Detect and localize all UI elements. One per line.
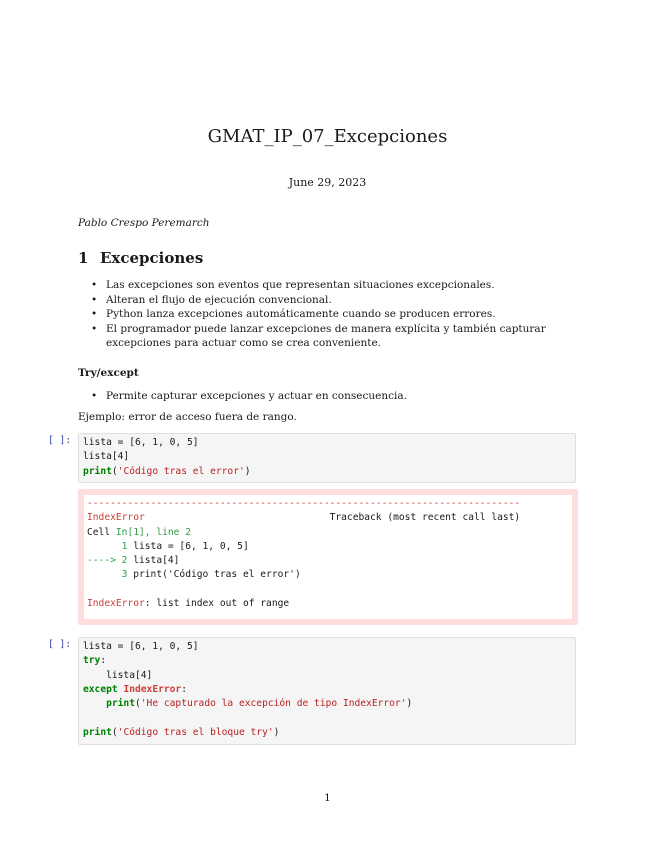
code-token	[87, 541, 122, 552]
code-token: )	[406, 698, 413, 710]
code-line	[83, 684, 187, 695]
list-item: • El programador puede lanzar excepciones de manera explícita y también capturar excepciones para actuar como se crea conveniente.	[78, 322, 588, 351]
code-token: 'He capturado la excepción de tipo IndexError'	[140, 698, 407, 710]
traceback-text	[84, 495, 572, 613]
code-line	[87, 598, 289, 609]
code-block[interactable]	[79, 434, 575, 481]
code-token: In[1], line 2	[115, 526, 191, 538]
code-block[interactable]	[79, 638, 575, 742]
code-token: 'Código tras el error'	[117, 465, 245, 477]
list-item: • Alteran el flujo de ejecución convencional.	[78, 293, 588, 308]
code-token: IndexError	[87, 512, 145, 524]
code-token: 1	[121, 540, 128, 552]
code-token: (	[111, 726, 118, 738]
code-line	[83, 466, 251, 477]
code-token: lista[4]	[83, 669, 153, 681]
code-line	[83, 698, 412, 709]
code-line	[87, 569, 301, 580]
code-token: )	[273, 726, 280, 738]
code-token: lista = [6, 1, 0, 5]	[127, 540, 249, 552]
error-output	[78, 489, 578, 625]
code-token: lista = [6, 1, 0, 5]	[83, 641, 199, 652]
code-line	[83, 437, 199, 448]
cell-prompt: [ ]:	[48, 639, 72, 650]
document-date: June 29, 2023	[288, 176, 367, 189]
section-heading	[78, 249, 203, 267]
code-line	[83, 641, 199, 652]
code-token: ---------------------------------------------------------------------------	[87, 498, 521, 509]
code-token: Cell	[87, 526, 116, 538]
code-token: lista = [6, 1, 0, 5]	[83, 437, 199, 448]
document-title: GMAT_IP_07_Excepciones	[207, 126, 448, 147]
error-output-inner	[84, 495, 572, 619]
list-item: • Permite capturar excepciones y actuar en consecuencia.	[78, 389, 588, 404]
section-number: 1	[78, 249, 89, 267]
code-token	[83, 698, 106, 709]
code-line	[87, 555, 179, 566]
code-line	[83, 670, 152, 681]
code-token: print	[83, 726, 112, 738]
section-title: Excepciones	[100, 249, 204, 267]
list-item: • Python lanza excepciones automáticamente cuando se producen errores.	[78, 307, 588, 322]
code-token: except	[83, 683, 118, 695]
code-cell[interactable]	[78, 637, 576, 745]
bullet-list-intro	[78, 278, 588, 351]
page-number: 1	[324, 792, 331, 804]
example-text: Ejemplo: error de acceso fuera de rango.	[78, 411, 297, 423]
code-token: 3	[121, 569, 128, 581]
code-token: lista[4]	[83, 451, 130, 463]
code-token: IndexError	[123, 683, 182, 695]
code-line	[83, 727, 279, 738]
code-token: IndexError	[87, 598, 145, 610]
code-token: print('Código tras el error')	[127, 569, 301, 581]
code-line	[87, 527, 191, 538]
code-token: :	[100, 655, 107, 667]
subsection-heading: Try/except	[78, 367, 139, 379]
code-token: )	[244, 465, 251, 477]
document-author: Pablo Crespo Peremarch	[78, 217, 210, 229]
code-token: Traceback (most recent call last)	[144, 512, 521, 524]
code-token: 'Código tras el bloque try'	[117, 726, 274, 738]
bullet-list-try	[78, 389, 588, 404]
code-line	[87, 498, 520, 509]
code-token: print	[106, 698, 135, 710]
code-token: (	[111, 465, 118, 477]
code-token: ----> 2	[87, 555, 128, 567]
code-line	[87, 512, 520, 523]
list-item: • Las excepciones son eventos que representan situaciones excepcionales.	[78, 278, 588, 293]
code-token: (	[135, 698, 141, 710]
code-token	[87, 569, 122, 580]
code-line	[83, 655, 106, 666]
code-token: : list index out of range	[144, 598, 290, 610]
code-cell[interactable]	[78, 433, 576, 483]
code-token: :	[181, 683, 187, 695]
code-token: print	[83, 465, 112, 477]
code-token: try	[83, 655, 101, 667]
code-line	[83, 451, 129, 462]
code-line	[87, 541, 249, 552]
code-token: lista[4]	[127, 555, 180, 567]
cell-prompt: [ ]:	[48, 435, 72, 446]
